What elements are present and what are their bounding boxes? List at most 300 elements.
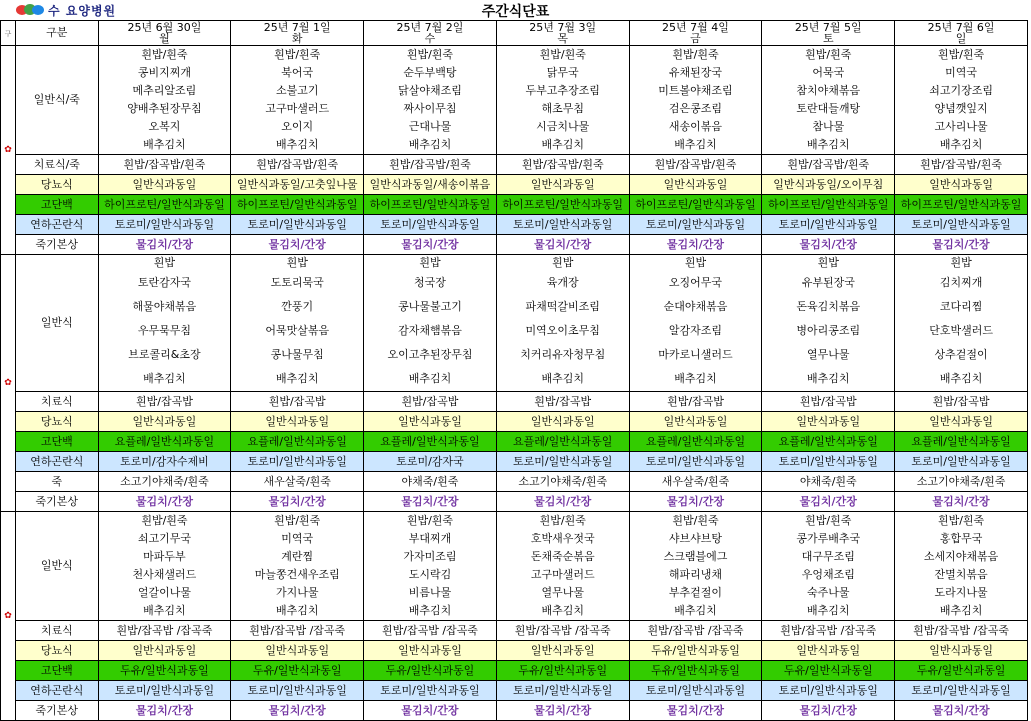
menu-item: 천사채샐러드 [132, 568, 197, 581]
menu-item: 흰밥/흰죽 [805, 514, 852, 527]
menu-item: 파채떡갈비조림 [525, 300, 600, 313]
menu-item: 흰밥/흰죽 [937, 514, 985, 527]
menu-item: 배추김치 [408, 604, 452, 617]
menu-item: 배추김치 [275, 604, 319, 617]
special-cell: 흰밥/잡곡밥 /잡곡죽 [762, 621, 895, 641]
menu-item: 배추김치 [408, 372, 452, 385]
special-cell: 일반식과동일 [496, 175, 629, 195]
special-row [1, 195, 1028, 215]
page-title: 주간식단표 [481, 4, 550, 20]
menu-item: 콩비지찌개 [137, 66, 191, 79]
menu-item: 흰밥/흰죽 [406, 514, 454, 527]
special-row [1, 392, 1028, 412]
meal-flower-icon: ✿ [4, 611, 12, 621]
special-row [1, 641, 1028, 661]
special-cell: 하이프로틴/일반식과동일 [629, 195, 762, 215]
header-row [1, 21, 1028, 46]
special-row [1, 701, 1028, 721]
special-cell: 일반식과동일/새송이볶음 [364, 175, 497, 195]
special-cell: 토로미/일반식과동일 [895, 452, 1028, 472]
special-cell: 물김치/간장 [98, 235, 231, 255]
menu-item: 미역국 [945, 66, 978, 79]
menu-item: 가지나물 [275, 586, 319, 599]
special-cell: 흰밥/잡곡밥/흰죽 [496, 155, 629, 175]
menu-item: 흰밥/흰죽 [274, 514, 321, 527]
row-label: 연하곤란식 [16, 681, 98, 701]
special-cell: 요플레/일반식과동일 [762, 432, 895, 452]
special-cell: 흰밥/잡곡밥 [364, 392, 497, 412]
special-cell: 일반식과동일 [762, 641, 895, 661]
special-cell: 요플레/일반식과동일 [98, 432, 231, 452]
special-cell: 두유/일반식과동일 [496, 661, 629, 681]
special-cell: 물김치/간장 [762, 701, 895, 721]
special-cell: 두유/일반식과동일 [762, 661, 895, 681]
menu-item: 미역국 [281, 532, 314, 545]
menu-item: 배추김치 [807, 138, 850, 151]
special-cell: 일반식과동일 [98, 412, 231, 432]
menu-item: 배추김치 [143, 372, 186, 385]
special-cell: 토로미/일반식과동일 [895, 681, 1028, 701]
special-cell: 흰밥/잡곡밥 [895, 392, 1028, 412]
special-cell: 흰밥/잡곡밥/흰죽 [98, 155, 231, 175]
menu-item: 흰밥/흰죽 [406, 48, 454, 61]
special-cell: 토로미/일반식과동일 [231, 452, 364, 472]
special-cell: 흰밥/잡곡밥/흰죽 [895, 155, 1028, 175]
weekly-menu-table [0, 20, 1028, 721]
row-label: 고단백 [16, 432, 98, 452]
day-weekday: 월 [159, 32, 170, 45]
menu-item: 어묵맛살볶음 [265, 324, 330, 337]
special-cell: 일반식과동일 [231, 641, 364, 661]
menu-item: 감자채햄볶음 [398, 324, 462, 337]
menu-item: 호박새우젓국 [530, 532, 595, 545]
day-weekday: 금 [690, 32, 701, 45]
day-date: 25년 7월 5일 [794, 21, 862, 34]
menu-item: 스크램블에그 [663, 550, 728, 563]
menu-item: 쇠고기무국 [137, 532, 191, 545]
logo-text: 수 요양병원 [48, 3, 117, 18]
menu-item: 흰밥 [684, 256, 707, 269]
day-date: 25년 7월 3일 [529, 21, 597, 34]
menu-item: 오징어무국 [668, 276, 723, 289]
menu-item: 근대나물 [408, 120, 452, 133]
row-label: 일반식 [16, 255, 98, 392]
menu-item: 배추김치 [275, 138, 319, 151]
special-cell: 토로미/감자수제비 [98, 452, 231, 472]
row-label: 당뇨식 [16, 175, 98, 195]
row-label: 일반식 [16, 512, 98, 621]
menu-cell [364, 512, 497, 621]
day-weekday: 토 [822, 32, 834, 45]
special-cell: 토로미/일반식과동일 [629, 452, 762, 472]
special-cell: 흰밥/잡곡밥 [629, 392, 762, 412]
special-cell: 하이프로틴/일반식과동일 [496, 195, 629, 215]
menu-item: 배추김치 [143, 138, 186, 151]
menu-item: 흰밥/흰죽 [539, 48, 586, 61]
menu-item: 콩나물불고기 [398, 300, 462, 313]
special-cell: 흰밥/잡곡밥 [231, 392, 364, 412]
day-header [98, 21, 231, 46]
menu-item: 청국장 [414, 276, 446, 289]
meal-marker [1, 512, 16, 721]
menu-item: 배추김치 [674, 604, 717, 617]
special-cell: 하이프로틴/일반식과동일 [98, 195, 231, 215]
day-weekday: 화 [291, 32, 303, 45]
menu-item: 배추김치 [408, 138, 452, 151]
special-row [1, 235, 1028, 255]
menu-item: 쇠고기장조림 [929, 84, 993, 97]
row-label: 치료식 [16, 392, 98, 412]
menu-cell [762, 46, 895, 155]
menu-item: 해파리냉채 [668, 568, 723, 581]
menu-cell [496, 512, 629, 621]
menu-item: 흰밥 [552, 256, 574, 269]
special-cell: 흰밥/잡곡밥 /잡곡죽 [895, 621, 1028, 641]
menu-item: 흰밥/흰죽 [141, 514, 188, 527]
special-row [1, 452, 1028, 472]
menu-item: 김치찌개 [939, 276, 983, 289]
special-cell: 소고기야채죽/흰죽 [98, 472, 231, 492]
menu-item: 흰밥/흰죽 [805, 48, 852, 61]
special-cell: 새우살죽/흰죽 [629, 472, 762, 492]
menu-item: 미트볼야채조림 [658, 84, 733, 97]
day-date: 25년 7월 2일 [396, 21, 464, 34]
row-label: 고단백 [16, 195, 98, 215]
day-date: 25년 7월 6일 [927, 21, 995, 34]
special-cell: 토로미/일반식과동일 [364, 681, 497, 701]
special-cell: 일반식과동일 [496, 412, 629, 432]
special-cell: 물김치/간장 [629, 235, 762, 255]
special-cell: 토로미/일반식과동일 [762, 681, 895, 701]
menu-item: 배추김치 [541, 372, 584, 385]
menu-item: 병아리콩조림 [796, 324, 861, 337]
menu-item: 계란찜 [281, 550, 314, 563]
special-row [1, 215, 1028, 235]
menu-item: 배추김치 [143, 604, 186, 617]
special-cell: 물김치/간장 [629, 492, 762, 512]
special-cell: 토로미/일반식과동일 [496, 215, 629, 235]
special-cell: 흰밥/잡곡밥/흰죽 [629, 155, 762, 175]
special-cell: 물김치/간장 [629, 701, 762, 721]
special-cell: 흰밥/잡곡밥 /잡곡죽 [496, 621, 629, 641]
menu-item: 해초무침 [541, 102, 584, 115]
menu-item: 흰밥/흰죽 [141, 48, 188, 61]
special-cell: 흰밥/잡곡밥/흰죽 [364, 155, 497, 175]
menu-item: 콩가루배추국 [796, 532, 861, 545]
row-label: 고단백 [16, 661, 98, 681]
special-cell: 토로미/일반식과동일 [762, 452, 895, 472]
special-row [1, 412, 1028, 432]
special-cell: 요플레/일반식과동일 [895, 432, 1028, 452]
special-cell: 소고기야채죽/흰죽 [895, 472, 1028, 492]
menu-cell [496, 46, 629, 155]
menu-cell [98, 512, 231, 621]
menu-item: 흰밥/흰죽 [672, 514, 719, 527]
special-row [1, 472, 1028, 492]
row-label: 치료식/죽 [16, 155, 98, 175]
menu-item: 배추김치 [807, 372, 850, 385]
menu-item: 메추리알조림 [132, 84, 197, 97]
menu-item: 코다리찜 [939, 300, 983, 313]
special-cell: 흰밥/잡곡밥 [98, 392, 231, 412]
special-cell: 물김치/간장 [231, 701, 364, 721]
special-cell: 일반식과동일 [895, 641, 1028, 661]
menu-item: 배추김치 [674, 372, 717, 385]
menu-item: 고구마샐러드 [265, 102, 330, 115]
special-cell: 토로미/일반식과동일 [762, 215, 895, 235]
special-cell: 물김치/간장 [496, 235, 629, 255]
menu-item: 참나물 [812, 120, 845, 133]
menu-cell [231, 46, 364, 155]
menu-cell [895, 512, 1028, 621]
special-cell: 하이프로틴/일반식과동일 [364, 195, 497, 215]
special-cell: 일반식과동일 [231, 412, 364, 432]
special-cell: 일반식과동일/오이무침 [762, 175, 895, 195]
special-cell: 흰밥/잡곡밥/흰죽 [762, 155, 895, 175]
menu-item: 검은콩조림 [668, 102, 723, 115]
special-cell: 물김치/간장 [364, 701, 497, 721]
special-row [1, 175, 1028, 195]
special-cell: 물김치/간장 [895, 492, 1028, 512]
header [0, 0, 1031, 20]
special-cell: 일반식과동일 [762, 412, 895, 432]
special-cell: 일반식과동일 [629, 412, 762, 432]
day-date: 25년 7월 4일 [662, 21, 729, 34]
meal-flower-icon: ✿ [4, 145, 12, 155]
special-cell: 일반식과동일 [629, 175, 762, 195]
menu-item: 흰밥 [817, 256, 839, 269]
special-cell: 물김치/간장 [98, 492, 231, 512]
menu-item: 부추겉절이 [668, 586, 723, 599]
special-cell: 일반식과동일 [364, 412, 497, 432]
special-cell: 하이프로틴/일반식과동일 [895, 195, 1028, 215]
menu-item: 단호박샐러드 [929, 324, 993, 337]
row-label: 연하곤란식 [16, 215, 98, 235]
menu-item: 고구마샐러드 [530, 568, 595, 581]
menu-item: 우무묵무침 [137, 324, 191, 337]
menu-cell [364, 46, 497, 155]
menu-item: 북어국 [281, 66, 314, 79]
special-cell: 물김치/간장 [231, 492, 364, 512]
special-cell: 흰밥/잡곡밥 /잡곡죽 [98, 621, 231, 641]
row-label: 죽기본상 [16, 701, 98, 721]
special-cell: 일반식과동일 [364, 641, 497, 661]
menu-item: 흰밥 [286, 256, 308, 269]
menu-item: 순대야채볶음 [663, 300, 728, 313]
menu-item: 샤브샤브탕 [668, 532, 723, 545]
special-cell: 일반식과동일/고춧잎나물 [231, 175, 364, 195]
row-label: 죽기본상 [16, 492, 98, 512]
special-row [1, 681, 1028, 701]
special-row [1, 621, 1028, 641]
menu-item: 시금치나물 [536, 120, 590, 133]
menu-item: 흰밥/흰죽 [937, 48, 985, 61]
menu-item: 배추김치 [939, 372, 983, 385]
menu-item: 오이지 [281, 120, 314, 133]
special-row [1, 155, 1028, 175]
row-label: 당뇨식 [16, 641, 98, 661]
menu-item: 열무나물 [807, 348, 850, 361]
day-weekday: 목 [557, 32, 569, 45]
menu-item: 마파두부 [143, 550, 186, 563]
menu-item: 돈채죽순볶음 [530, 550, 595, 563]
menu-cell [98, 46, 231, 155]
special-cell: 물김치/간장 [364, 235, 497, 255]
special-cell: 요플레/일반식과동일 [231, 432, 364, 452]
regular-row [1, 255, 1028, 392]
menu-item: 숙주나물 [807, 586, 850, 599]
special-cell: 두유/일반식과동일 [629, 641, 762, 661]
menu-cell [98, 255, 231, 392]
special-cell: 물김치/간장 [895, 235, 1028, 255]
menu-item: 홍합무국 [939, 532, 983, 545]
day-header [762, 21, 895, 46]
special-cell: 물김치/간장 [98, 701, 231, 721]
special-cell: 흰밥/잡곡밥 /잡곡죽 [364, 621, 497, 641]
menu-item: 얼갈이나물 [137, 586, 191, 599]
menu-item: 흰밥/흰죽 [539, 514, 586, 527]
menu-item: 고사리나물 [934, 120, 988, 133]
special-cell: 토로미/감자국 [364, 452, 497, 472]
menu-item: 배추김치 [541, 138, 584, 151]
special-cell: 토로미/일반식과동일 [364, 215, 497, 235]
day-date: 25년 7월 1일 [263, 21, 331, 34]
menu-cell [629, 46, 762, 155]
menu-item: 흰밥 [153, 256, 176, 269]
menu-item: 양념깻잎지 [934, 102, 988, 115]
meal-marker [1, 255, 16, 512]
menu-item: 콩나물무침 [270, 348, 324, 361]
special-cell: 일반식과동일 [496, 641, 629, 661]
special-cell: 흰밥/잡곡밥 [762, 392, 895, 412]
menu-item: 마카로니샐러드 [658, 348, 733, 361]
menu-item: 잔멸치볶음 [934, 568, 988, 581]
menu-item: 토란감자국 [137, 276, 191, 289]
menu-cell [895, 255, 1028, 392]
menu-cell [762, 512, 895, 621]
menu-item: 부대찌개 [408, 532, 452, 545]
special-cell: 흰밥/잡곡밥/흰죽 [231, 155, 364, 175]
menu-item: 배추김치 [939, 604, 983, 617]
menu-item: 배추김치 [807, 604, 850, 617]
menu-item: 돈육김치볶음 [796, 300, 861, 313]
special-cell: 토로미/일반식과동일 [629, 215, 762, 235]
special-cell: 토로미/일반식과동일 [98, 681, 231, 701]
menu-item: 브로콜리&초장 [128, 348, 201, 361]
special-cell: 물김치/간장 [496, 701, 629, 721]
menu-item: 배추김치 [939, 138, 983, 151]
menu-item: 흰밥 [950, 256, 972, 269]
menu-item: 짜사이무침 [403, 102, 457, 115]
special-cell: 일반식과동일 [895, 412, 1028, 432]
menu-item: 양배추된장무침 [127, 102, 202, 115]
special-cell: 토로미/일반식과동일 [231, 681, 364, 701]
special-cell: 물김치/간장 [762, 235, 895, 255]
special-cell: 물김치/간장 [895, 701, 1028, 721]
special-cell: 두유/일반식과동일 [895, 661, 1028, 681]
menu-item: 소세지야채볶음 [923, 550, 999, 563]
special-cell: 두유/일반식과동일 [231, 661, 364, 681]
meal-flower-icon: ✿ [4, 378, 12, 388]
row-label: 일반식/죽 [16, 46, 98, 155]
menu-item: 닭무국 [546, 66, 579, 79]
menu-item: 알감자조림 [668, 324, 723, 337]
special-cell: 야채죽/흰죽 [364, 472, 497, 492]
row-label: 치료식 [16, 621, 98, 641]
special-cell: 야채죽/흰죽 [762, 472, 895, 492]
menu-item: 도토리묵국 [270, 276, 324, 289]
day-weekday: 수 [424, 32, 436, 45]
menu-cell [364, 255, 497, 392]
menu-item: 흰밥/흰죽 [274, 48, 321, 61]
row-label: 연하곤란식 [16, 452, 98, 472]
special-row [1, 661, 1028, 681]
menu-item: 흰밥/흰죽 [672, 48, 719, 61]
row-label: 당뇨식 [16, 412, 98, 432]
menu-item: 도라지나물 [934, 586, 988, 599]
special-cell: 하이프로틴/일반식과동일 [231, 195, 364, 215]
menu-item: 새송이볶음 [668, 120, 723, 133]
menu-item: 미역오이초무침 [525, 324, 600, 337]
type-header: 구분 [16, 21, 98, 46]
menu-item: 대구무조림 [801, 550, 855, 563]
special-cell: 토로미/일반식과동일 [496, 681, 629, 701]
special-cell: 토로미/일반식과동일 [496, 452, 629, 472]
row-label: 죽 [16, 472, 98, 492]
special-cell: 물김치/간장 [364, 492, 497, 512]
special-cell: 물김치/간장 [231, 235, 364, 255]
menu-item: 비름나물 [408, 586, 452, 599]
special-cell: 토로미/일반식과동일 [629, 681, 762, 701]
special-cell: 일반식과동일 [895, 175, 1028, 195]
day-header [629, 21, 762, 46]
menu-item: 가자미조림 [403, 550, 457, 563]
special-cell: 일반식과동일 [98, 641, 231, 661]
menu-item: 배추김치 [674, 138, 717, 151]
day-header [231, 21, 364, 46]
menu-item: 닭살야채조림 [398, 84, 462, 97]
meal-marker [1, 46, 16, 255]
menu-item: 치커리유자청무침 [520, 348, 606, 361]
special-cell: 두유/일반식과동일 [629, 661, 762, 681]
menu-item: 소불고기 [275, 84, 319, 97]
special-cell: 두유/일반식과동일 [98, 661, 231, 681]
menu-item: 순두부백탕 [403, 66, 457, 79]
menu-item: 유채된장국 [668, 66, 723, 79]
menu-item: 육개장 [546, 276, 579, 289]
menu-item: 배추김치 [541, 604, 584, 617]
regular-row [1, 512, 1028, 621]
menu-item: 열무나물 [541, 586, 584, 599]
day-date: 25년 6월 30일 [127, 21, 202, 34]
special-cell: 요플레/일반식과동일 [629, 432, 762, 452]
special-cell: 토로미/일반식과동일 [98, 215, 231, 235]
menu-item: 배추김치 [275, 372, 319, 385]
corner-icon: 구 [4, 29, 12, 38]
day-header [895, 21, 1028, 46]
corner-cell [1, 21, 16, 46]
special-cell: 물김치/간장 [762, 492, 895, 512]
menu-item: 깐풍기 [281, 300, 314, 313]
day-header [496, 21, 629, 46]
menu-item: 마늘쫑건새우조림 [254, 568, 340, 581]
special-row [1, 432, 1028, 452]
menu-cell [231, 512, 364, 621]
menu-item: 오복지 [148, 120, 181, 133]
menu-item: 해물야채볶음 [132, 300, 197, 313]
special-cell: 흰밥/잡곡밥 /잡곡죽 [231, 621, 364, 641]
menu-item: 상추겉절이 [934, 348, 988, 361]
